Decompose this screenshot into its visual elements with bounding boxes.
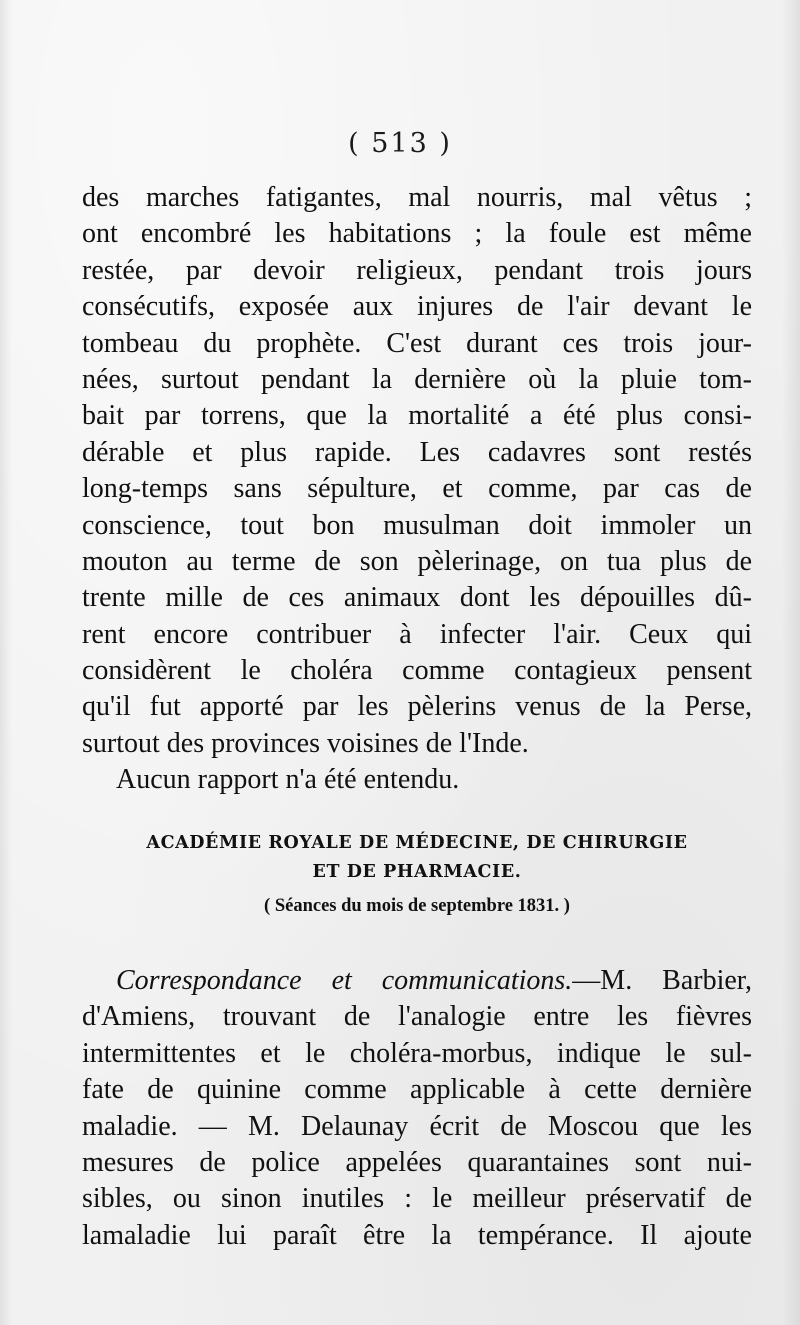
text-line: mesures de police appelées quarantaines sont nui- [82,1146,752,1178]
text-line: intermittentes et le choléra-morbus, indique le sul- [82,1037,752,1069]
paragraph-aucun-rapport: Aucun rapport n'a été entendu. [116,764,460,796]
text-line: fate de quinine comme applicable à cette dernière [82,1074,752,1106]
section-heading-line-2: ET DE PHARMACIE. [312,862,522,882]
text-line: restée, par devoir religieux, pendant trois jours [82,254,752,286]
text-line: sibles, ou sinon inutiles : le meilleur préservatif de [82,1183,752,1215]
session-note: ( Séances du mois de septembre 1831. ) [264,896,570,916]
text-line: dérable et plus rapide. Les cadavres sont restés [82,436,752,468]
text-line: consécutifs, exposée aux injures de l'air devant le [82,291,752,323]
text-line: conscience, tout bon musulman doit immoler un [82,509,752,541]
page-edge-shadow [0,0,12,1325]
section-heading-line-1: ACADÉMIE ROYALE DE MÉDECINE, DE CHIRURGIE [146,833,688,853]
correspondance-lead-line [82,963,752,999]
body-text-bottom [82,963,752,1254]
text-line: maladie. — M. Delaunay écrit de Moscou que les [82,1110,752,1142]
correspondance-lead-italic: Correspondance et communications. [116,965,573,996]
text-line: considèrent le choléra comme contagieux pensent [82,655,752,687]
text-line: qu'il fut apporté par les pèlerins venus de la Perse, [82,691,752,723]
text-line: trente mille de ces animaux dont les dépouilles dû- [82,582,752,614]
text-line: des marches fatigantes, mal nourris, mal vêtus ; [82,182,752,213]
text-line: ont encombré les habitations ; la foule est même [82,218,752,250]
text-line: nées, surtout pendant la dernière où la pluie tom- [82,363,752,395]
text-line: rent encore contribuer à infecter l'air. Ceux qui [82,618,752,650]
text-line: long-temps sans sépulture, et comme, par cas de [82,473,752,505]
text-line: d'Amiens, trouvant de l'analogie entre les fièvres [82,1001,752,1033]
body-text-top [82,180,752,799]
text-line: lamaladie lui paraît être la tempérance. Il ajoute [82,1219,752,1251]
text-line: tombeau du prophète. C'est durant ces trois jour- [82,327,752,359]
text-line: mouton au terme de son pèlerinage, on tua plus de [82,545,752,577]
page-number: ( 513 ) [348,128,452,159]
text-line: surtout des provinces voisines de l'Inde. [82,727,529,759]
text-line: bait par torrens, que la mortalité a été plus consi- [82,400,752,432]
correspondance-lead-rest: —M. Barbier, [572,965,752,996]
